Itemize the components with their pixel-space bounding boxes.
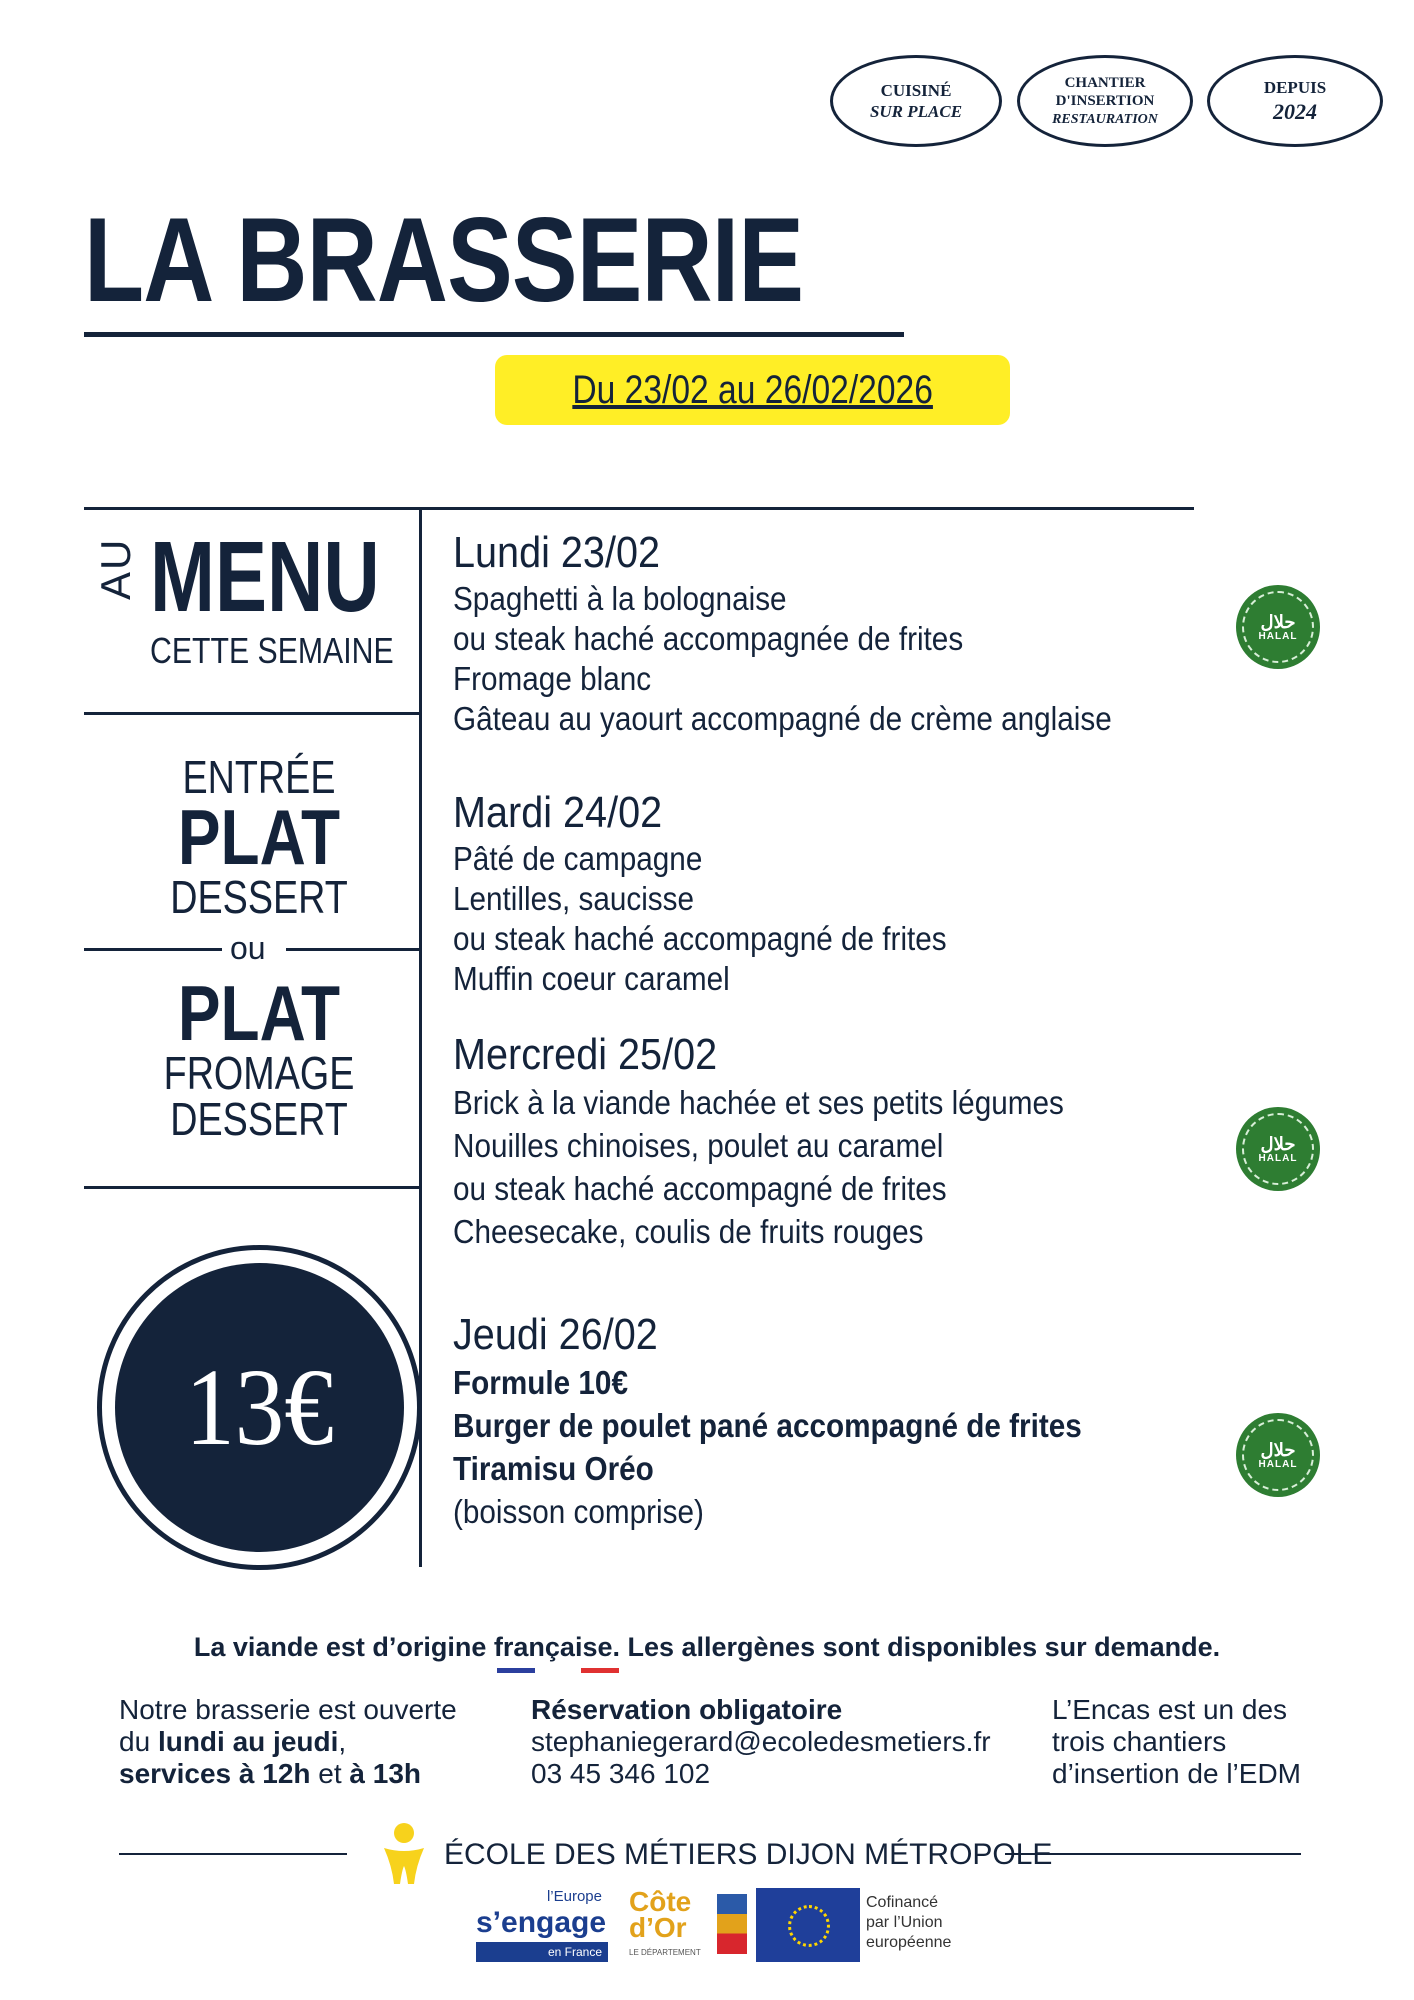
menu-item: Brick à la viande hachée et ses petits légumes (453, 1083, 1064, 1121)
menu-item: Tiramisu Oréo (453, 1449, 654, 1487)
eu-cofinance-text: Cofinancé par l’Union européenne (866, 1894, 952, 1951)
encas-line: d’insertion de l’EDM (1052, 1758, 1301, 1789)
sidebar-divider-2 (84, 1186, 420, 1189)
menu-item: Gâteau au yaourt accompagné de crème anglaise (453, 699, 1112, 737)
title-underline (84, 332, 904, 337)
sidebar-divider-ou-left (84, 948, 222, 951)
halal-arabic: حلال (1260, 1133, 1296, 1154)
halal-text: HALAL (1258, 1152, 1298, 1164)
menu-item: ou steak haché accompagné de frites (453, 919, 947, 957)
ou-label: ou (224, 930, 272, 967)
menu-item: Formule 10€ (453, 1363, 628, 1401)
menu-item: Nouilles chinoises, poulet au caramel (453, 1126, 944, 1164)
menu-item: (boisson comprise) (453, 1492, 704, 1530)
reservation-info (531, 1694, 991, 1790)
day-mercredi (453, 1030, 1132, 1253)
formula-line: DESSERT (170, 1093, 348, 1146)
menu-item: Pâté de campagne (453, 839, 703, 877)
day-title: Mardi 24/02 (453, 788, 663, 837)
hours-line: du lundi au jeudi, (119, 1726, 347, 1757)
formula-line: PLAT (177, 793, 341, 881)
europe-engage-logo: l’Europe s’engage en France (476, 1888, 608, 1962)
formula-plat-fromage-dessert (84, 969, 434, 1146)
menu-item: Lentilles, saucisse (453, 879, 695, 917)
badge-depuis (1207, 55, 1383, 147)
day-lundi (453, 528, 1185, 739)
halal-arabic: حلال (1260, 1439, 1296, 1460)
menu-item: Spaghetti à la bolognaise (453, 579, 787, 617)
badge-line1b: D'INSERTION (1055, 93, 1155, 110)
hours-line: services à 12h et à 13h (119, 1758, 422, 1789)
badge-line2: SUR PLACE (869, 102, 963, 121)
halal-icon (1236, 1413, 1320, 1497)
halal-text: HALAL (1258, 630, 1298, 642)
badge-line1: CHANTIER (1064, 74, 1146, 91)
sidebar-divider-1 (84, 712, 420, 715)
formula-line: FROMAGE (163, 1047, 355, 1100)
formula-line: ENTRÉE (182, 751, 336, 803)
formula-line: DESSERT (170, 871, 348, 924)
menu-item: ou steak haché accompagnée de frites (453, 619, 964, 657)
menu-item: Muffin coeur caramel (453, 959, 730, 997)
origin-note: La viande est d’origine française. Les allergènes sont disponibles sur demande. (193, 1632, 1221, 1662)
badge-line1: DEPUIS (1263, 77, 1327, 97)
sidebar-divider-ou-right (286, 948, 420, 951)
day-mardi (453, 788, 1002, 999)
day-title: Mercredi 25/02 (453, 1030, 718, 1079)
menu-heading: MENU (150, 521, 380, 633)
page-title: LA BRASSERIE (84, 193, 804, 327)
hours-line: Notre brasserie est ouverte (119, 1694, 457, 1725)
date-range: Du 23/02 au 26/02/2026 (572, 367, 933, 412)
opening-hours (119, 1694, 457, 1790)
school-rule-left (119, 1853, 347, 1855)
person-logo-icon (380, 1820, 428, 1886)
price-disc (115, 1263, 404, 1552)
eu-flag-logo (756, 1888, 860, 1962)
price: 13€ (185, 1346, 334, 1468)
encas-info (1052, 1694, 1301, 1790)
encas-line: trois chantiers (1052, 1726, 1227, 1757)
cote-dor-logo: Côte d’Or LE DÉPARTEMENT (625, 1888, 747, 1962)
formula-line: PLAT (177, 969, 341, 1057)
halal-text: HALAL (1258, 1458, 1298, 1470)
au-label: AU (92, 537, 139, 600)
flag-blue-stripe (497, 1668, 535, 1673)
flag-red-stripe (581, 1668, 619, 1673)
contact-phone[interactable]: 03 45 346 102 (531, 1758, 711, 1789)
formula-entree-plat-dessert (84, 751, 434, 924)
halal-icon (1236, 1107, 1320, 1191)
menu-item: ou steak haché accompagné de frites (453, 1169, 947, 1207)
badge-cuisine-sur-place (830, 55, 1002, 147)
badge-chantier-insertion (1017, 55, 1193, 147)
menu-item: Burger de poulet pané accompagné de frites (453, 1406, 1082, 1444)
day-title: Lundi 23/02 (453, 528, 660, 577)
menu-item: Cheesecake, coulis de fruits rouges (453, 1212, 924, 1250)
halal-arabic: حلال (1260, 611, 1296, 632)
contact-email[interactable]: stephaniegerard@ecoledesmetiers.fr (531, 1726, 991, 1757)
badge-line1: CUISINÉ (880, 80, 952, 100)
menu-subheading: CETTE SEMAINE (150, 630, 394, 671)
encas-line: L’Encas est un des (1052, 1694, 1288, 1725)
date-range-badge (495, 355, 1010, 425)
badge-line2: 2024 (1273, 98, 1317, 124)
badge-line2: RESTAURATION (1052, 112, 1158, 127)
reservation-title: Réservation obligatoire (531, 1694, 843, 1725)
top-divider (84, 507, 1194, 510)
menu-item: Fromage blanc (453, 659, 652, 697)
day-jeudi (453, 1310, 1152, 1533)
school-name: ÉCOLE DES MÉTIERS DIJON MÉTROPOLE (444, 1838, 1053, 1871)
halal-icon (1236, 585, 1320, 669)
day-title: Jeudi 26/02 (453, 1310, 658, 1359)
